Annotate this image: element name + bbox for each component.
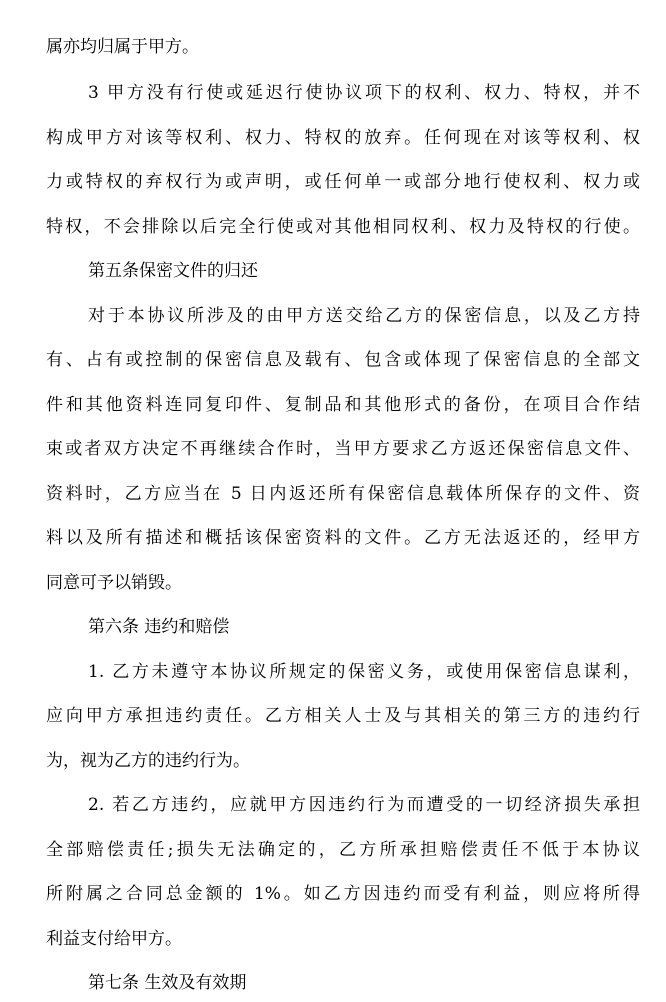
paragraph-line: 资料时，乙方应当在 5 日内返还所有保密信息载体所保存的文件、资 — [46, 484, 640, 504]
paragraph-line: 3 甲方没有行使或延迟行使协议项下的权利、权力、特权，并不 — [88, 83, 640, 103]
paragraph-line: 全部赔偿责任;损失无法确定的，乙方所承担赔偿责任不低于本协议 — [46, 840, 640, 860]
paragraph-line: 料以及所有描述和概括该保密资料的文件。乙方无法返还的，经甲方 — [46, 528, 640, 548]
paragraph-line: 为，视为乙方的违约行为。 — [46, 751, 250, 771]
paragraph-line: 特权，不会排除以后完全行使或对其他相同权利、权力及特权的行使。 — [46, 217, 640, 237]
paragraph-line: 同意可予以销毁。 — [46, 573, 182, 593]
text-line: 属亦均归属于甲方。 — [46, 37, 199, 57]
paragraph-line: 力或特权的弃权行为或声明，或任何单一或部分地行使权利、权力或 — [46, 172, 640, 192]
paragraph-line: 所附属之合同总金额的 1%。如乙方因违约而受有利益，则应将所得 — [46, 884, 640, 904]
section-heading: 第五条保密文件的归还 — [88, 261, 258, 281]
paragraph-line: 构成甲方对该等权利、权力、特权的放弃。任何现在对该等权利、权 — [46, 128, 640, 148]
paragraph-line: 对于本协议所涉及的由甲方送交给乙方的保密信息，以及乙方持 — [88, 306, 640, 326]
section-heading: 第七条 生效及有效期 — [88, 973, 247, 993]
paragraph-line: 有、占有或控制的保密信息及载有、包含或体现了保密信息的全部文 — [46, 350, 640, 370]
paragraph-line: 应向甲方承担违约责任。乙方相关人士及与其相关的第三方的违约行 — [46, 706, 640, 726]
paragraph-line: 件和其他资料连同复印件、复制品和其他形式的备份，在项目合作结 — [46, 395, 640, 415]
paragraph-line: 2. 若乙方违约，应就甲方因违约行为而遭受的一切经济损失承担 — [88, 795, 640, 815]
section-heading: 第六条 违约和赔偿 — [88, 617, 230, 637]
paragraph-line: 1. 乙方未遵守本协议所规定的保密义务，或使用保密信息谋利， — [88, 662, 640, 682]
paragraph-line: 利益支付给甲方。 — [46, 929, 182, 949]
paragraph-line: 束或者双方决定不再继续合作时，当甲方要求乙方返还保密信息文件、 — [46, 439, 640, 459]
